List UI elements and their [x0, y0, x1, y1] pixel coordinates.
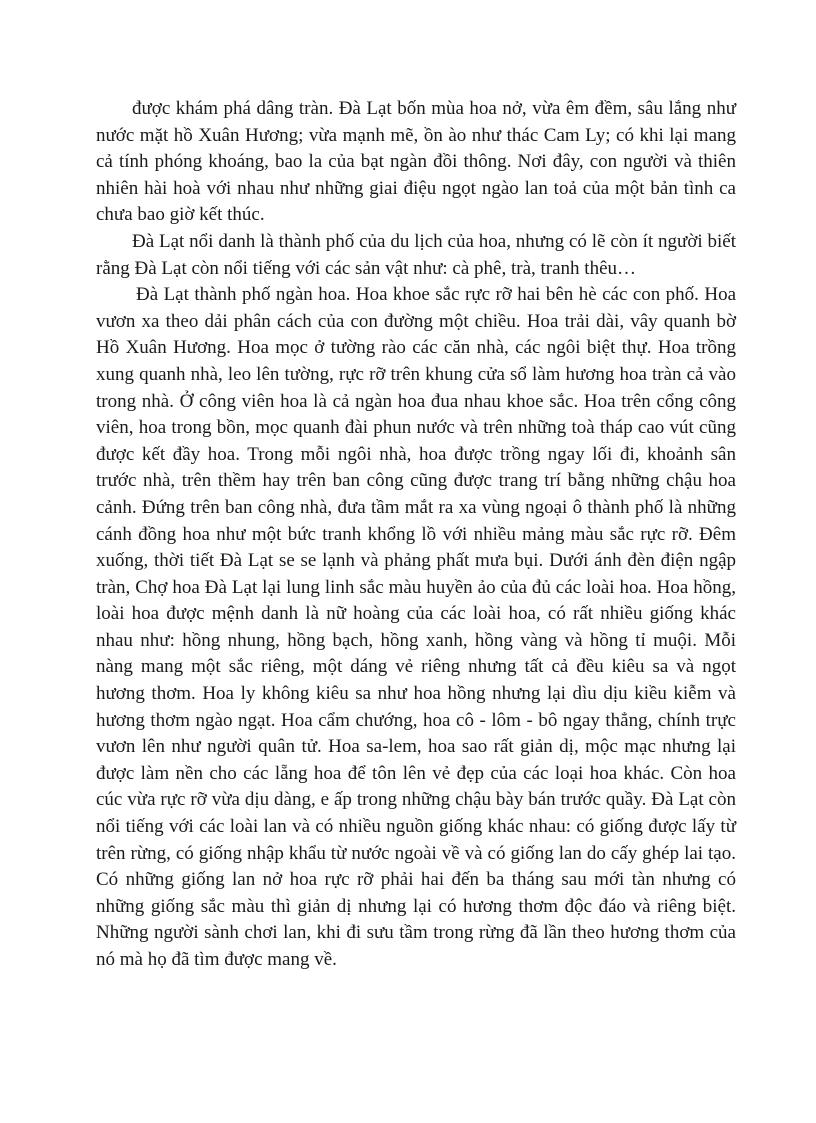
paragraph-2: Đà Lạt nổi danh là thành phố của du lịch của hoa, nhưng có lẽ còn ít người biết rằng Đà Lạt còn nổi tiếng với các sản vật như: cà phê, trà, tranh thêu… [96, 230, 736, 279]
paragraph-3: Đà Lạt thành phố ngàn hoa. Hoa khoe sắc rực rỡ hai bên hè các con phố. Hoa vươn xa theo dải phân cách của con đường một chiều. Hoa trải dài, vây quanh bờ Hồ Xuân Hương. Hoa mọc ở tường rào các căn nhà, các ngôi biệt thự. Hoa trồng xung quanh nhà, leo lên tường, rực rỡ trên khung cửa sổ làm hương hoa tràn cả vào trong nhà. Ở công viên hoa là cả ngàn hoa đua nhau khoe sắc. Hoa trên cổng công viên, hoa trong bồn, mọc quanh đài phun nước và trên những toà tháp cao vút cũng được kết đầy hoa. Trong mỗi ngôi nhà, hoa được trồng ngay lối đi, khoảnh sân trước nhà, trên thềm hay trên ban công cũng được trang trí bằng những chậu hoa cảnh. Đứng trên ban công nhà, đưa tầm mắt ra xa vùng ngoại ô thành phố là những cánh đồng hoa như một bức tranh khổng lồ với nhiều mảng màu sắc rực rỡ. Đêm xuống, thời tiết Đà Lạt se se lạnh và phảng phất mưa bụi. Dưới ánh đèn điện ngập tràn, Chợ hoa Đà Lạt lại lung linh sắc màu huyền ảo của đủ các loài hoa. Hoa hồng, loài hoa được mệnh danh là nữ hoàng của các loài hoa, có rất nhiều giống khác nhau như: hồng nhung, hồng bạch, hồng xanh, hồng vàng và hồng tỉ muội. Mỗi nàng mang một sắc riêng, một dáng vẻ riêng nhưng tất cả đều kiêu sa và ngọt hương thơm. Hoa ly không kiêu sa như hoa hồng nhưng lại dìu dịu kiều kiễm và hương thơm ngào ngạt. Hoa cẩm chướng, hoa cô - lôm - bô ngay thẳng, chính trực vươn lên như người quân tử. Hoa sa-lem, hoa sao rất giản dị, mộc mạc nhưng lại được làm nền cho các lẵng hoa để tôn lên vẻ đẹp của các loại hoa khác. Còn hoa cúc vừa rực rỡ vừa dịu dàng, e ấp trong những chậu bày bán trước quầy. Đà Lạt còn nổi tiếng với các loài lan và có nhiều nguồn giống khác nhau: có giống được lấy từ trên rừng, có giống nhập khẩu từ nước ngoài về và có giống lan do cấy ghép lai tạo. Có những giống lan nở hoa rực rỡ phải hai đến ba tháng sau mới tàn nhưng có những giống sắc màu thì giản dị nhưng lại có hương thơm độc đáo và riêng biệt. Những người sành chơi lan, khi đi sưu tầm trong rừng đã lần theo hương thơm của nó mà họ đã tìm được mang về. [96, 284, 736, 970]
paragraph-1: được khám phá dâng tràn. Đà Lạt bốn mùa hoa nở, vừa êm đềm, sâu lắng như nước mặt hồ Xuân Hương; vừa mạnh mẽ, ồn ào như thác Cam Ly; có khi lại mang cả tính phóng khoáng, bao la của bạt ngàn đồi thông. Nơi đây, con người và thiên nhiên hài hoà với nhau như những giai điệu ngọt ngào lan toả của một bản tình ca chưa bao giờ kết thúc. [96, 98, 736, 226]
body-text [96, 96, 736, 974]
